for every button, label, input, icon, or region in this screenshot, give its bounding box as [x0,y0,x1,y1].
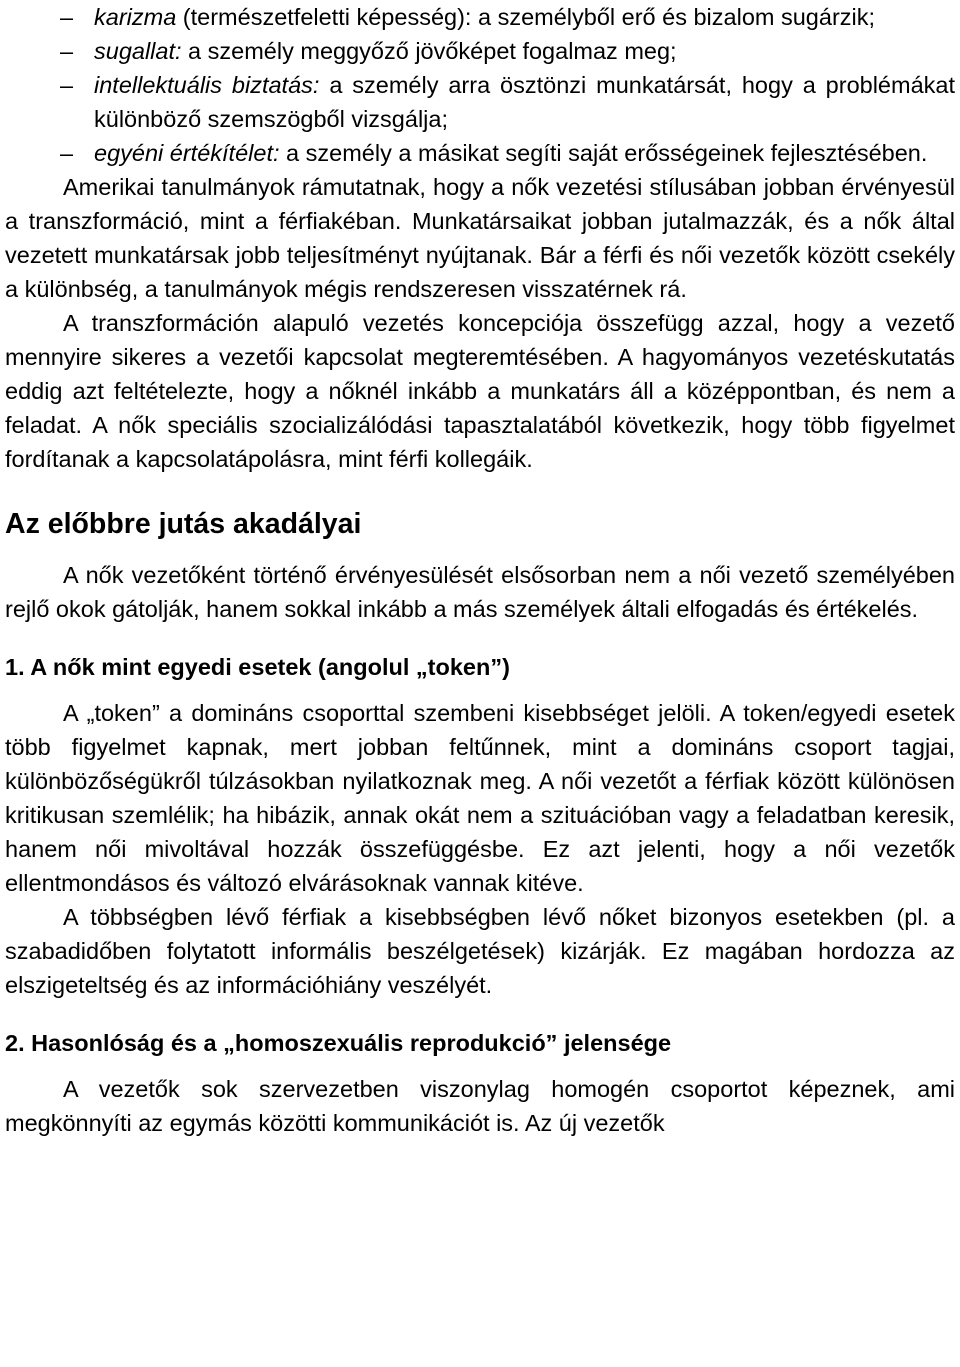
list-item [5,136,955,170]
list-item [5,34,955,68]
list-item-term: egyéni értékítélet: [94,140,280,166]
characteristics-list [5,0,955,170]
body-paragraph: A „token” a domináns csoporttal szembeni kisebbséget jelöli. A token/egyedi esetek több figyelmet kapnak, mert jobban feltűnnek, mint a domináns csoport tagjai, különbözőségükről túlzásokban nyilatkoznak meg. A női vezetőt a férfiak között különösen kritikusan szemlélik; ha hibázik, annak okát nem a szituációban vagy a feladatban keresik, hanem női mivoltával hozzák összefüggésbe. Ez azt jelenti, hogy a női vezetők ellentmondásos és változó elvárásoknak vannak kitéve. [5,700,955,896]
subsection-heading-2: 2. Hasonlóság és a „homoszexuális reprodukció” jelensége [5,1030,672,1056]
dash-bullet: – [60,72,74,98]
dash-bullet: – [60,140,74,166]
document-page [5,0,955,1140]
list-item-term: karizma [94,4,177,30]
body-paragraph: A vezetők sok szervezetben viszonylag homogén csoportot képeznek, ami megkönnyíti az egymás közötti kommunikációt is. Az új vezetők [5,1076,955,1136]
body-paragraph: Amerikai tanulmányok rámutatnak, hogy a nők vezetési stílusában jobban érvényesül a transzformáció, mint a férfiakéban. Munkatársaikat jobban jutalmazzák, és a nők által vezetett munkatársak jobb teljesítményt nyújtanak. Bár a férfi és női vezetők között csekély a különbség, a tanulmányok mégis rendszeresen visszatérnek rá. [5,174,955,302]
list-item-text: a személy a másikat segíti saját erősségeinek fejlesztésében. [279,140,928,166]
list-item-text: a személy meggyőző jövőképet fogalmaz meg; [181,38,677,64]
body-paragraph: A többségben lévő férfiak a kisebbségben lévő nőket bizonyos esetekben (pl. a szabadidőben folytatott informális beszélgetések) kizárják. Ez magában hordozza az elszigeteltség és az információhiány veszélyét. [5,904,955,998]
list-item-term: intellektuális biztatás: [94,72,320,98]
list-item-text: (természetfeletti képesség): a személyből erő és bizalom sugárzik; [176,4,876,30]
list-item-term: sugallat: [94,38,182,64]
dash-bullet: – [60,4,74,30]
list-item [5,0,955,34]
section-heading: Az előbbre jutás akadályai [5,508,362,540]
section-intro-paragraph: A nők vezetőként történő érvényesülését elsősorban nem a női vezető személyében rejlő okok gátolják, hanem sokkal inkább a más személyek általi elfogadás és értékelés. [5,562,955,622]
dash-bullet: – [60,38,74,64]
list-item-text: a személy arra ösztönzi munkatársát, hogy a problémákat különböző szemszögből vizsgálja; [94,72,955,132]
body-paragraph: A transzformáción alapuló vezetés koncepciója összefügg azzal, hogy a vezető mennyire sikeres a vezetői kapcsolat megteremtésében. A hagyományos vezetéskutatás eddig azt feltételezte, hogy a nőknél inkább a munkatárs áll a középpontban, és nem a feladat. A nők speciális szocializálódási tapasztalatából következik, hogy több figyelmet fordítanak a kapcsolatápolásra, mint férfi kollegáik. [5,310,955,472]
subsection-heading-1: 1. A nők mint egyedi esetek (angolul „token”) [5,654,510,680]
list-item [5,68,955,136]
